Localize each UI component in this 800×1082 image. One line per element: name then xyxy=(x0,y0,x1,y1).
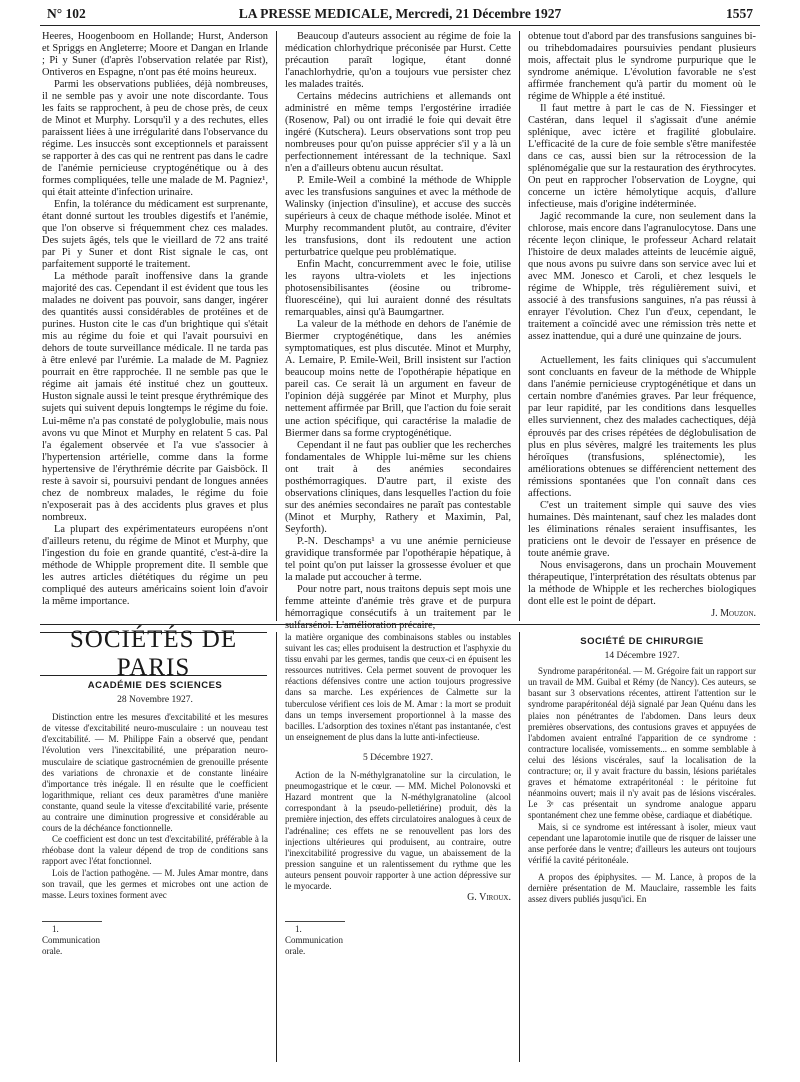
footnote: 1. Communication orale. xyxy=(42,921,102,957)
lower-column-3 xyxy=(528,636,756,905)
paragraph: Beaucoup d'auteurs associent au régime de foie la médication chlorhydrique préconisée par Hurst. Cette précaution paraît logique, étant donné l'anachlorhydrie, qu'on a toujours vue persister chez les malades traités. xyxy=(285,31,511,91)
lower-column-1 xyxy=(42,680,268,957)
section-rule xyxy=(40,624,760,625)
page-number: 1557 xyxy=(726,6,753,21)
paragraph: Ce coefficient est donc un test d'excitabilité, préférable à la rhéobase dont la valeur dépend de trop de conditions sans rapport avec l'état fonctionnel. xyxy=(42,834,268,867)
societies-banner xyxy=(40,626,267,681)
paragraph: Syndrome parapéritonéal. — M. Grégoire fait un rapport sur un travail de MM. Guibal et Rémy (de Nancy). Ces auteurs, se basant sur 3 observations récentes, attirent l'attention sur le syndrome parapéritonéal déjà signalé par Jean Quénu dans les plaies non pénétrantes de l'abdomen. Dans leurs deux premières observations, des contusions graves et appuyées de l'abdomen avaient entraîné l'apparition de ce syndrome : contracture localisée, vomissements... en somme semblable à celui des lésions viscérales, sauf la localisation de la contracture; or, il y avait fracture du bassin, lésions pariétales graves et hématome extrapéritonéal : le péritoine fut néanmoins ouvert; mais il n'y avait pas de lésions viscérales. Le 3ᵉ cas présentait un syndrome analogue apparu spontanément chez une femme obèse, cardiaque et diabétique. xyxy=(528,666,756,821)
column-rule xyxy=(276,632,277,1062)
upper-column-1 xyxy=(42,31,268,608)
header-rule xyxy=(40,25,760,26)
column-rule xyxy=(519,31,520,621)
paragraph: P. Emile-Weil a combiné la méthode de Whipple avec les transfusions sanguines et avec la méthode de Walinsky (injection d'insuline), et accuse des succès supérieurs à ceux de chaque méthode isolée. Minot et Murphy recommandent plutôt, au contraire, d'éviter les transfusions, dont ils redoutent une action perturbatrice quelque peu problématique. xyxy=(285,175,511,259)
paragraph: la matière organique des combinaisons stables ou instables suivant les cas; elles produisent la destruction et l'asphyxie du tissu envahi par les germes, tandis que ceux-ci en épuisent les ressources nutritives. Cela permet souvent de provoquer les réactions défensives contre une action toujours progressive dans sa marche. Les expériences de Calmette sur la tuberculose vérifient ces lois de M. Amar : la mort se produit dans un temps inversement proportionnel à la masse des bacilles. L'adsorption des toxines n'étant pas instantanée, c'est un enseignement de plus dans la lutte anti-infectieuse. xyxy=(285,632,511,742)
paragraph: Action de la N-méthylgranatoline sur la circulation, le pneumogastrique et le cœur. — MM. Michel Polonovski et Hazard montrent que la N-méthylgranatoline (alcool correspondant à la pseudo-pelletiérine) produit, dès la première injection, des effets circulatoires analogues à ceux de l'adrénaline; ces effets ne se renouvellent pas lors des injections ultérieures qui produisent, au contraire, outre l'inexcitabilité progressive du vague, un abaissement de la pression sanguine et un ralentissement du rythme que les auteurs pensent pouvoir rapporter à une action dépressive sur le myocarde. xyxy=(285,770,511,891)
paragraph: Il faut mettre à part le cas de N. Fiessinger et Castéran, dans lequel il s'agissait d'une anémie splénique, avec ictère et fragilité globulaire. L'efficacité de la cure de foie semble s'être manifestée dans ce cas, aussi bien sur la rétrocession de la splénomégalie que sur la restauration des érythrocytes. On peut en rapprocher l'observation de Loygne, qui concerne un ictère hémolytique acquis, d'allure infectieuse, mais d'origine indéterminée. xyxy=(528,103,756,211)
paragraph: P.-N. Deschamps¹ a vu une anémie pernicieuse gravidique transformée par l'opothérapie hépatique, à tel point qu'on put laisser la grossesse évoluer et que la malade put accoucher à terme. xyxy=(285,535,511,583)
paragraph: Mais, si ce syndrome est intéressant à isoler, mieux vaut cependant une laparotomie inutile que de risquer de laisser une anse perforée dans le ventre; d'ailleurs les auteurs ont toujours vérifié la cavité péritonéale. xyxy=(528,821,756,865)
paragraph: Pour notre part, nous traitons depuis sept mois une femme atteinte d'anémie très grave et de purpura hémorragique consécutifs à un traitement par le sulfarsénol. L'amélioration précaire, xyxy=(285,583,511,631)
paragraph: Certains médecins autrichiens et allemands ont administré en même temps l'ergostérine irradiée (Rosenow, Pal) ou ont irradié le foie qui devait être ingéré (Kutschera). Leurs observations sont trop peu nombreuses pour qu'on puisse apprécier s'il y a là un perfectionnement intéressant de la technique. Saxl n'en a d'ailleurs obtenu aucun résultat. xyxy=(285,91,511,175)
signature: G. Viroux. xyxy=(467,892,511,904)
paragraph: Enfin Macht, concurremment avec le foie, utilise les rayons ultra-violets et les injections photosensibilisantes (éosine ou tribrome-fluorescéine), qui lui auraient donné des résultats remarquables, ainsi qu'à Baumgartner. xyxy=(285,259,511,319)
academy-heading: ACADÉMIE DES SCIENCES xyxy=(87,680,223,691)
upper-column-3 xyxy=(528,31,756,620)
paragraph: Lois de l'action pathogène. — M. Jules Amar montre, dans son travail, que les germes et microbes ont une action de masse. Leurs toxines forment avec xyxy=(42,867,268,900)
footnote: 1. Communication orale. xyxy=(285,921,345,957)
banner-title: SOCIÉTÉS DE PARIS xyxy=(69,626,238,681)
paragraph: La valeur de la méthode en dehors de l'anémie de Biermer cryptogénétique, dans les anémies symptomatiques, est plus discutée. Minot et Murphy, A. Lemaire, P. Emile-Weil, Brill insistent sur l'action beaucoup moins nette de l'opothérapie hépatique en pareil cas. Ce serait là un argument en faveur de l'opinion déjà suggérée par Minot et Murphy, plus nettement affirmée par Brill, que l'action du foie serait une action spécifique, qui caractérise la maladie de Biermer dans sa forme cryptogénétique. xyxy=(285,319,511,439)
page-header xyxy=(0,0,800,24)
surgery-heading: SOCIÉTÉ DE CHIRURGIE xyxy=(580,636,704,647)
session-date: 5 Décembre 1927. xyxy=(363,752,433,763)
column-rule xyxy=(519,632,520,1062)
paragraph: Distinction entre les mesures d'excitabilité et les mesures de vitesse d'excitabilité neuro-musculaire : un nouveau test d'excitabilité. — M. Philippe Fain a observé que, pendant l'évolution vers l'inexcitabilité, une préparation neuro-musculaire de sciatique gastrocnémien de grenouille présente des variations de chronaxie et de constante linéaire d'importance très inégale. Il en résulte que le coefficient logarithmique, reliant ces deux paramètres d'une manière constante, quand seule la vitesse d'excitabilité varie, présente au contraire une diminution progressive et considérable au cours de la déchéance fonctionnelle. xyxy=(42,712,268,834)
academy-date: 28 Novembre 1927. xyxy=(117,695,193,706)
paragraph: Nous envisagerons, dans un prochain Mouvement thérapeutique, l'interprétation des résultats obtenus par la méthode de Whipple et les recherches biologiques dont elle est le point de départ. xyxy=(528,559,756,607)
issue-number: N° 102 xyxy=(47,6,86,21)
paragraph: Actuellement, les faits cliniques qui s'accumulent sont concluants en faveur de la méthode de Whipple dans l'anémie pernicieuse cryptogénétique et dans un certain nombre d'anémies graves. Par leur fréquence, par leur rapidité, par les conditions dans lesquelles elles surviennent, chez des malades cachectiques, déjà éprouvés par des crises répétées de déglobulisation de plus en plus sévères, malgré les traitements les plus héroïques (transfusions, splénectomie), les améliorations obtenues se différencient nettement des rémissions spontanées que l'on connaît dans ces affections. xyxy=(528,355,756,499)
paragraph: Heeres, Hoogenboom en Hollande; Hurst, Anderson et Spriggs en Angleterre; Moore et Dangan en Irlande ; Pi y Suner (d'après l'observation relatée par Rist), Ontiveros en Espagne, n'ont pas été moins heureux. xyxy=(42,31,268,79)
surgery-date: 14 Décembre 1927. xyxy=(604,651,680,662)
upper-column-2 xyxy=(285,31,511,632)
lower-column-2 xyxy=(285,632,511,957)
paragraph: Jagić recommande la cure, non seulement dans la chlorose, mais encore dans l'agranulocytose. Dans une récente leçon clinique, le professeur Achard relatait l'histoire de deux malades atteints de leucémie aiguë, que nous avons pu suivre dans son service avec lui et avec MM. Jonesco et Caroli, et chez lesquels le régime de Whipple, très régulièrement suivi, et associé à des transfusions sanguines, n'a pas réussi à enrayer l'évolution. Chez l'un d'eux, cependant, le traitement a coïncidé avec une rémission très nette et assez inattendue, qui a duré une quinzaine de jours. xyxy=(528,211,756,343)
column-rule xyxy=(276,31,277,621)
paragraph: La plupart des expérimentateurs européens n'ont d'ailleurs retenu, du régime de Minot et Murphy, que l'ingestion du foie en grande quantité, c'est-à-dire la méthode de Whipple proprement dite. Il semble que les autres articles diététiques du régime un peu compliqué des auteurs américains soient loin d'avoir la même importance. xyxy=(42,523,268,607)
paragraph: Enfin, la tolérance du médicament est surprenante, étant donné surtout les troubles digestifs et l'anémie, que l'on observe si fréquemment chez ces malades. Des sujets âgés, tels que le vieillard de 72 ans traité par Pi y Suner et dont Rist signale le cas, ont parfaitement supporté le traitement. xyxy=(42,199,268,271)
paragraph: C'est un traitement simple qui sauve des vies humaines. Dès maintenant, sauf chez les malades dont les éliminations rénales seraient insuffisantes, les praticiens ont le devoir de l'essayer en présence de toute anémie grave. xyxy=(528,499,756,559)
paragraph: A propos des épiphysites. — M. Lance, à propos de la dernière présentation de M. Mauclaire, rassemble les faits assez divers publiés jusqu'ici. En xyxy=(528,871,756,905)
signature: J. Mouzon. xyxy=(711,607,756,619)
paragraph: Parmi les observations publiées, déjà nombreuses, il ne semble pas y avoir une note discordante. Tous les faits se rapprochent, à peu de chose près, de ceux de Minot et Murphy. Lorsqu'il y a des rechutes, elles paraissent liées à une irrégularité dans l'observance du régime. Les insuccès sont exceptionnels et paraissent se rapporter à des cas qui ne rentrent pas dans le cadre de l'anémie pernicieuse cryptogénétique ou à des formes compliquées, telle une malade de M. Pagniez¹, qui était atteinte d'infection urinaire. xyxy=(42,79,268,199)
paragraph: La méthode paraît inoffensive dans la grande majorité des cas. Cependant il est évident que tous les malades ne doivent pas pouvoir, sans danger, ingérer des quantités aussi considérables de protéines et de purines. Huston cite le cas d'un brightique qui s'était mis au régime du foie et qui l'avait poursuivi en dehors de toute surveillance médicale. Il ne tarda pas à être enlevé par l'urémie. La malade de M. Pagniez pourrait en être rapprochée. Il ne semble pas que le régime ait jamais été institué chez un goutteux. Huston signale aussi le teint presque érythrémique des sujets qui suivent depuis longtemps le régime du foie. Lui-même n'a pas constaté de polyglobulie, mais nous avons vu que Minot et Murphy en relatent 5 cas. Pal l'a également observée et l'a vue s'associer à l'hypertension artérielle, comme dans la forme hypertensive de l'érythrémie décrite par Gaisböck. Il reste à savoir si, poursuivi pendant de longues années chez de nombreux malades, le régime du foie n'exposerait pas à des accidents plus graves et plus nombreux. xyxy=(42,271,268,523)
paragraph: Cependant il ne faut pas oublier que les recherches fondamentales de Whipple lui-même sur les chiens ont trait à des anémies secondaires posthémorragiques. D'autre part, il existe des observations cliniques, dans lesquelles l'action du foie sur des anémies secondaires ne paraît pas contestable (Minot et Murphy, Rathery et Maximin, Pal, Seyforth). xyxy=(285,439,511,535)
journal-title: LA PRESSE MEDICALE, Mercredi, 21 Décembre 1927 xyxy=(238,6,562,21)
paragraph: obtenue tout d'abord par des transfusions sanguines bi- ou trihebdomadaires poursuivies pendant plusieurs mois, affectait plus le syndrome purpurique que le syndrome anémique. L'évolution favorable ne s'est affirmée franchement qu'à partir du moment où le régime de Whipple a été institué. xyxy=(528,31,756,103)
